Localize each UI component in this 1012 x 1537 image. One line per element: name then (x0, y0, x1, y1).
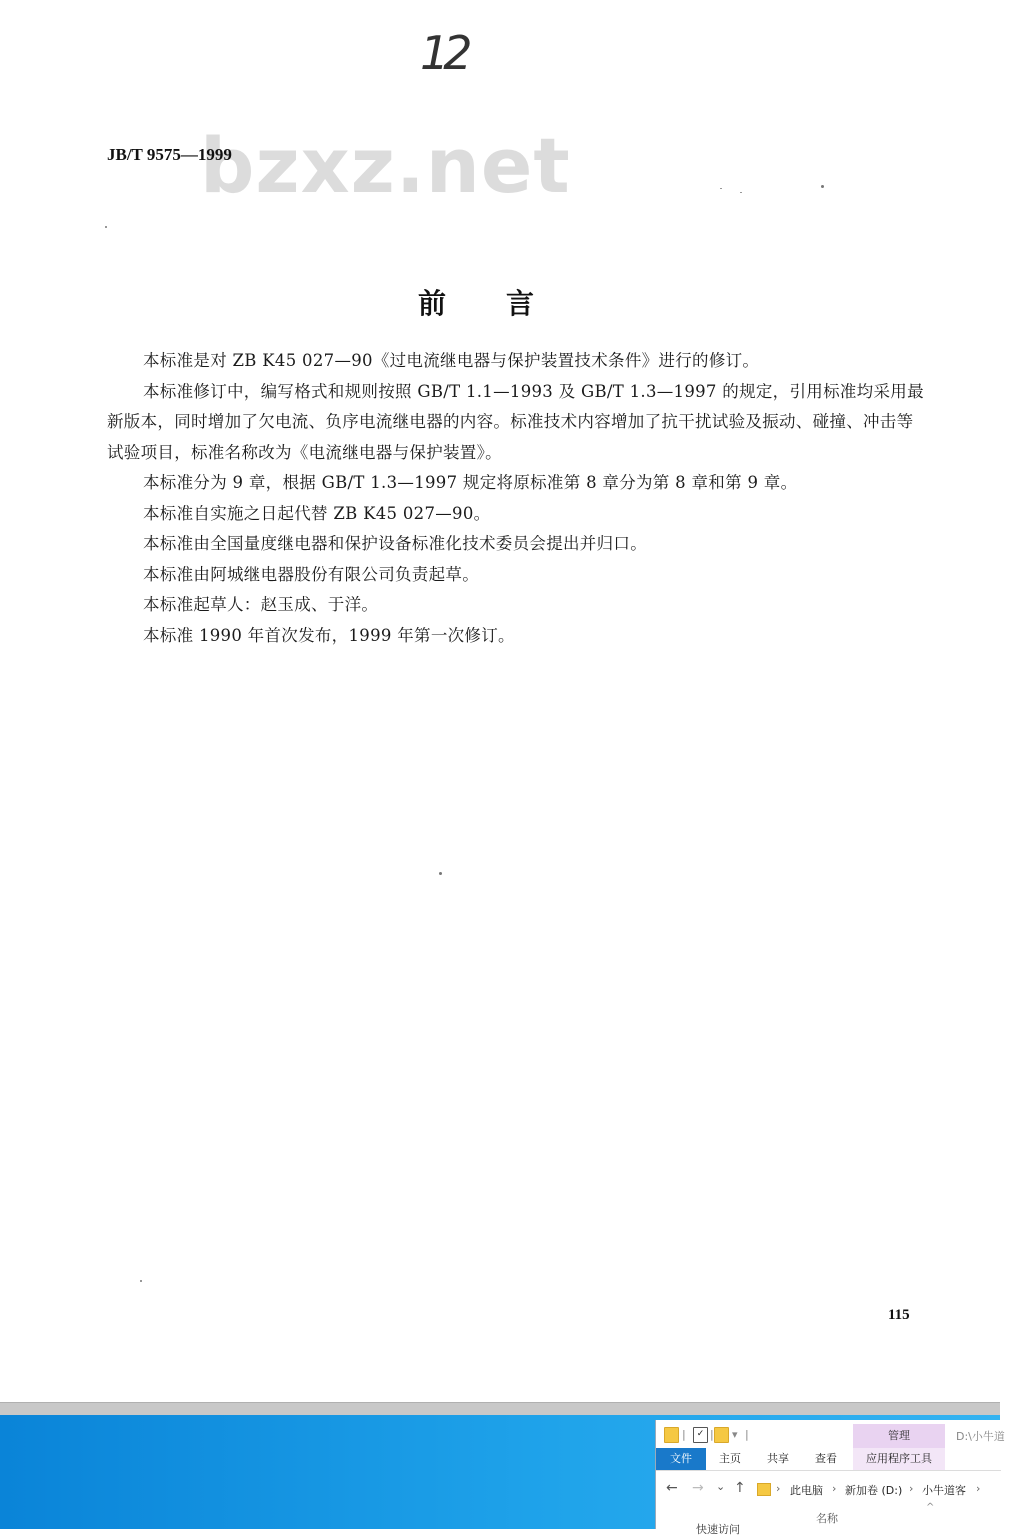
new-folder-icon[interactable] (714, 1427, 729, 1443)
page-title: 前言 (417, 287, 594, 320)
breadcrumb-separator: › (976, 1482, 981, 1495)
toolbar-separator: | (745, 1428, 749, 1441)
breadcrumb-folder[interactable]: 小牛道客 (922, 1484, 966, 1497)
paragraph: 本标准自实施之日起代替 ZB K45 027—90。 (143, 503, 491, 523)
tab-file[interactable]: 文件 (656, 1448, 706, 1470)
paragraph: 本标准分为 9 章，根据 GB/T 1.3—1997 规定将原标准第 8 章分为第 8 章和第 9 章。 (143, 473, 798, 492)
scan-speck (439, 872, 442, 875)
forward-button[interactable]: → (692, 1480, 704, 1496)
tab-home[interactable]: 主页 (719, 1452, 741, 1465)
folder-icon (757, 1483, 771, 1496)
page-number: 115 (888, 1307, 910, 1323)
tab-share[interactable]: 共享 (767, 1452, 789, 1465)
breadcrumb-this-pc[interactable]: 此电脑 (790, 1484, 823, 1497)
scan-speck (140, 1280, 142, 1282)
tab-view[interactable]: 查看 (815, 1452, 837, 1465)
scan-speck (821, 185, 824, 188)
toolbar-separator: | (682, 1428, 686, 1441)
column-header-name[interactable]: 名称 (816, 1512, 838, 1525)
sort-indicator: ^ (926, 1502, 935, 1513)
tab-manage[interactable]: 管理 (853, 1424, 945, 1448)
paragraph: 本标准由全国量度继电器和保护设备标准化技术委员会提出并归口。 (143, 534, 647, 553)
breadcrumb-drive-d[interactable]: 新加卷 (D:) (845, 1484, 903, 1497)
quick-access-toolbar (656, 1420, 1005, 1448)
scan-speck (720, 188, 722, 189)
ribbon-tabs (656, 1448, 1001, 1471)
customize-toolbar-button[interactable]: ▾ (732, 1428, 738, 1441)
nav-quick-access[interactable]: 快速访问 (696, 1523, 740, 1536)
paragraph: 本标准修订中，编写格式和规则按照 GB/T 1.1—1993 及 GB/T 1.3—1997 的规定，引用标准均采用最新版本，同时增加了欠电流、负序电流继电器的内容。标准技术内容增加了抗干扰试验及振动、碰撞、冲击等试验项目，标准名称改为《电流继电器与保护装置》。 (107, 381, 924, 462)
window-title: D:\小牛道 (956, 1430, 1005, 1443)
folder-icon[interactable] (664, 1427, 679, 1443)
watermark: bzxz.net (200, 121, 571, 210)
body-text (107, 346, 927, 651)
standard-code: JB/T 9575—1999 (107, 145, 232, 164)
scan-speck (740, 192, 742, 193)
address-row (656, 1478, 1001, 1502)
breadcrumb-separator: › (909, 1482, 914, 1495)
breadcrumb-separator: › (776, 1482, 781, 1495)
file-explorer-window (655, 1420, 1005, 1536)
up-button[interactable]: ↑ (734, 1480, 746, 1496)
toolbar-separator: | (710, 1428, 714, 1441)
properties-icon[interactable]: ✓ (693, 1427, 708, 1443)
paragraph: 本标准由阿城继电器股份有限公司负责起草。 (143, 564, 479, 584)
scan-speck (105, 226, 107, 228)
recent-locations-button[interactable]: ⌄ (716, 1480, 726, 1493)
handwritten-note: 12 (420, 26, 467, 80)
paragraph: 本标准起草人：赵玉成、于洋。 (143, 595, 379, 614)
back-button[interactable]: ← (666, 1480, 678, 1496)
horizontal-scrollbar[interactable] (0, 1402, 1000, 1416)
tab-app-tools[interactable]: 应用程序工具 (853, 1448, 945, 1470)
paragraph: 本标准是对 ZB K45 027—90《过电流继电器与保护装置技术条件》进行的修订。 (143, 351, 760, 370)
paragraph: 本标准 1990 年首次发布，1999 年第一次修订。 (143, 625, 515, 645)
breadcrumb-separator: › (832, 1482, 837, 1495)
